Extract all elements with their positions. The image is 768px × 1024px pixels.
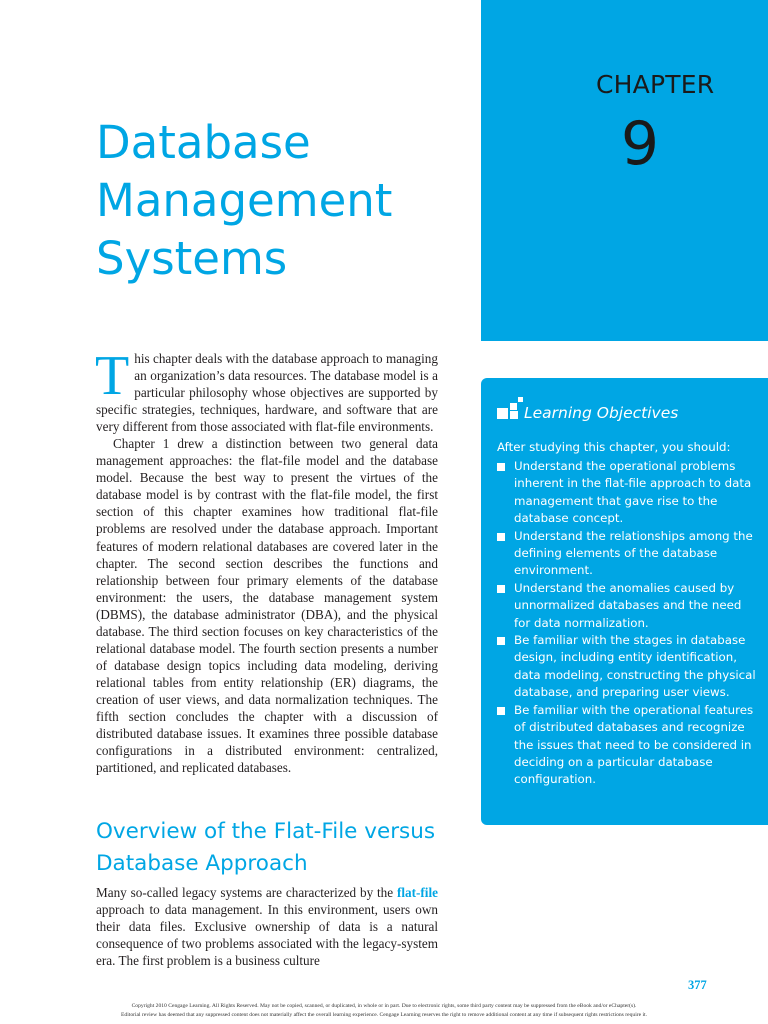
intro-paragraph: Chapter 1 drew a distinction between two general data management approaches: the flat-file model and the database model. Because the best way to present the virtues of the database model is by contrast with the flat-file model, the first section of this chapter examines how traditional flat-file problems are resolved under the database approach. Important features of modern relational databases are covered later in the chapter. The second section describes the functions and relationship between four primary elements of the database environment: the users, the database management system (DBMS), the database administrator (DBA), and the physical database. The third section focuses on key characteristics of the relational database model. The fourth section presents a number of database design topics including data modeling, deriving relational tables from entity relationship (ER) diagrams, the creation of user views, and data normalization techniques. The fifth section concludes the chapter with a discussion of distributed database issues. It examines three possible database configurations in a distributed environment: centralized, partitioned, and replicated databases.	[96, 436, 438, 776]
copyright-line: Copyright 2010 Cengage Learning. All Rights Reserved. May not be copied, scanned, or duplicated, in whole or in part. Due to electronic rights, some third party content may be suppressed from the eBook and/or eChapter(s).	[131, 1003, 637, 1009]
chapter-title-line: Database	[96, 116, 311, 169]
page-number: 377	[688, 978, 707, 992]
objective-text: Be familiar with the stages in database design, including entity identification, data modeling, constructing the physical database, and preparing user views.	[514, 633, 756, 700]
learning-objectives-intro: After studying this chapter, you should:	[497, 440, 731, 454]
section-text-part: approach to data management. In this environment, users own their data files. Exclusive ownership of data is a natural consequence of two problems associated with the legacy-system era. The first problem is a business culture	[96, 902, 438, 969]
keyterm-flat-file: flat-file	[396, 885, 438, 900]
section-text-part: Many so-called legacy systems are characterized by the	[96, 885, 397, 900]
list-item	[495, 528, 757, 580]
copyright-line: Editorial review has deemed that any suppressed content does not materially affect the overall learning experience. Cengage Learning reserves the right to remove additional content at any time if subsequent rights restrictions require it.	[121, 1011, 647, 1018]
section-heading-line: Database Approach	[96, 851, 308, 876]
chapter-label: CHAPTER	[596, 70, 715, 99]
list-item	[495, 702, 757, 789]
section-text	[96, 884, 438, 969]
drop-cap: T	[95, 345, 130, 407]
objective-text: Be familiar with the operational features of distributed databases and recognize the issues that need to be considered in deciding on a particular database configuration.	[514, 702, 754, 787]
square-bullet-icon	[497, 707, 505, 715]
list-item	[495, 580, 757, 632]
learning-objectives-heading: Learning Objectives	[524, 404, 679, 422]
square-bullet-icon	[497, 463, 505, 471]
intro-paragraph-text: his chapter deals with the database approach to managing an organization’s data resources. The database model is a particular philosophy whose objectives are supported by specific strategies, techniques, hardware, and software that are very different from those associated with flat-file environments.	[96, 351, 438, 435]
list-item	[495, 458, 757, 528]
chapter-number: 9	[620, 109, 660, 179]
squares-icon	[497, 394, 527, 424]
objective-text: Understand the relationships among the defining elements of the database environment.	[514, 528, 753, 578]
learning-objectives-box	[481, 378, 768, 825]
section-heading-line: Overview of the Flat-File versus	[96, 819, 436, 844]
copyright-notice	[40, 1002, 728, 1019]
section-heading	[96, 816, 435, 880]
list-item	[495, 632, 757, 702]
square-bullet-icon	[497, 637, 505, 645]
objective-text: Understand the anomalies caused by unnormalized databases and the need for data normalization.	[514, 580, 742, 630]
square-bullet-icon	[497, 585, 505, 593]
square-bullet-icon	[497, 533, 505, 541]
learning-objectives-list	[495, 458, 757, 789]
intro-paragraph	[95, 345, 438, 435]
section-paragraph	[96, 884, 438, 969]
chapter-title	[96, 114, 392, 288]
chapter-title-line: Systems	[96, 232, 288, 285]
objective-text: Understand the operational problems inherent in the flat-file approach to data management that gave rise to the database concept.	[514, 459, 752, 526]
chapter-title-line: Management	[96, 174, 393, 227]
intro-text	[95, 345, 438, 776]
